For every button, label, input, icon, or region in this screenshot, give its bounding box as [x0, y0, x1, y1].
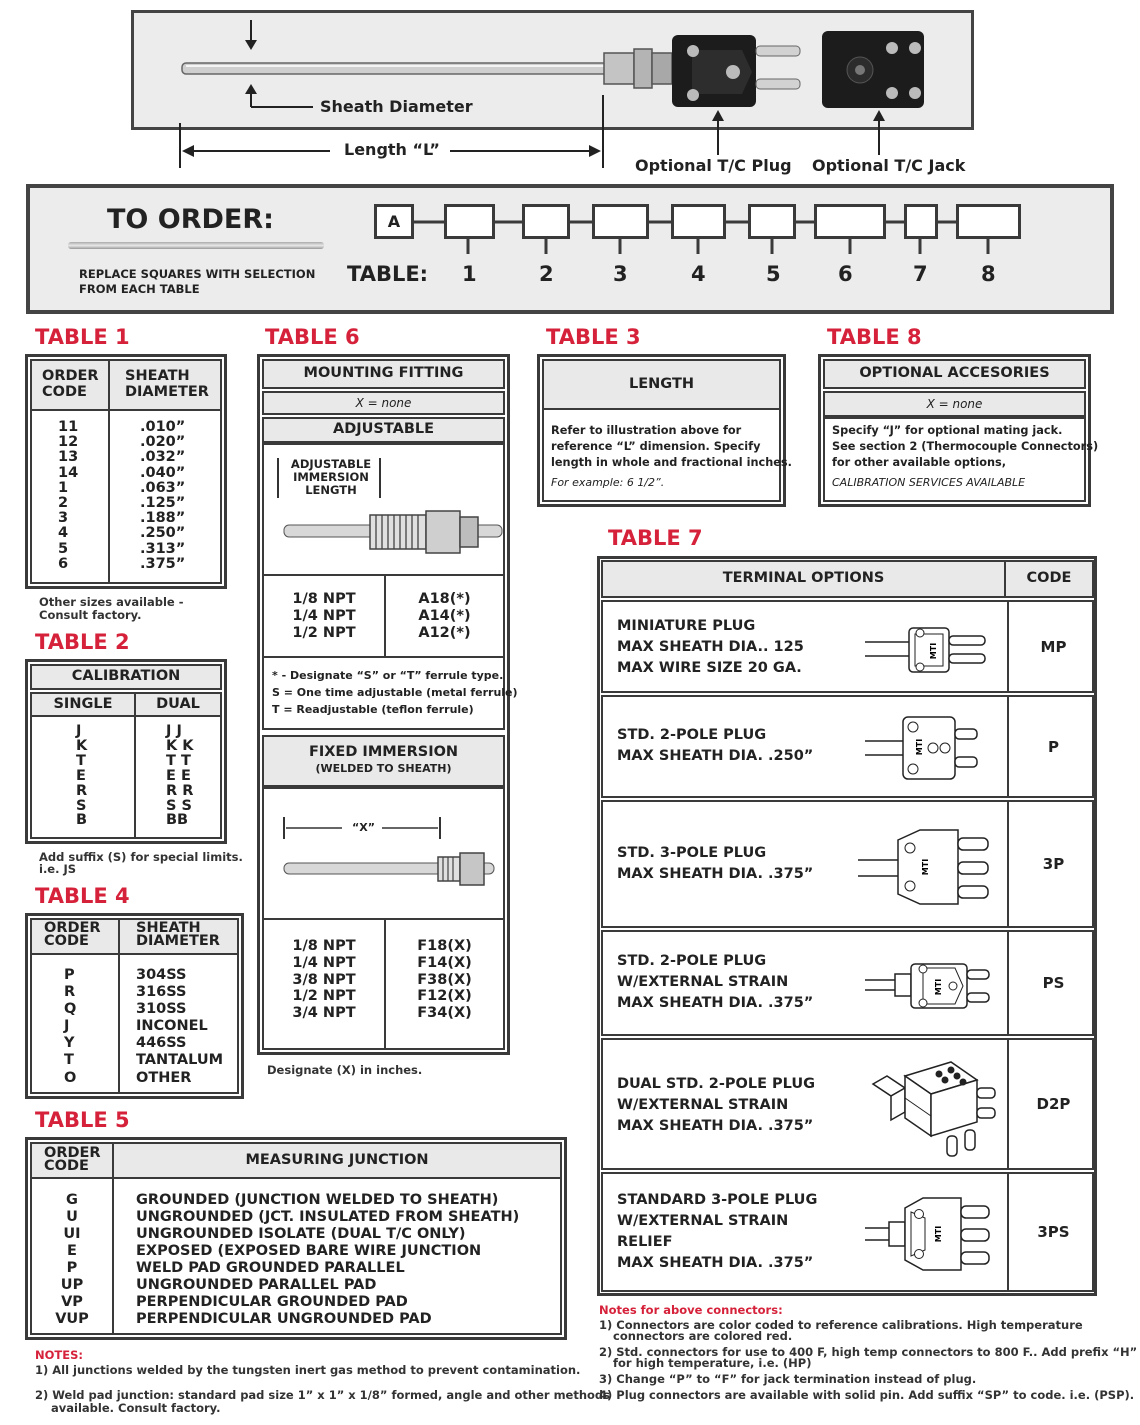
- fixed-fitting-icon: [262, 787, 505, 920]
- table7-row-mp-code: MP: [1007, 602, 1098, 691]
- table7-title: TABLE 7: [608, 526, 703, 550]
- length-label: Length “L”: [344, 140, 440, 159]
- table-number-1: 1: [462, 262, 477, 286]
- table7-3p-logo: MTI: [921, 858, 930, 876]
- table3-text: Refer to illustration above for reference “L” dimension. Specify length in whole and fractional inches.: [551, 424, 792, 469]
- table6-none: X = none: [262, 391, 505, 415]
- dual-2-pole-plug-icon: [865, 1054, 1000, 1160]
- order-connector-lines: [0, 0, 1140, 320]
- table-label: TABLE:: [347, 262, 429, 286]
- table1-header-code-text: ORDER CODE: [42, 368, 99, 400]
- table6-adj-codes: A18(*) A14(*) A12(*): [418, 591, 471, 641]
- table7-row-mp-desc: MINIATURE PLUG MAX SHEATH DIA.. 125 MAX WIRE SIZE 20 GA.: [617, 618, 804, 676]
- table5-codes: G U UI E P UP VP VUP: [55, 1192, 89, 1327]
- table6-header: MOUNTING FITTING: [262, 359, 505, 389]
- table-number-4: 4: [691, 262, 706, 286]
- order-instruction-1: REPLACE SQUARES WITH SELECTION: [79, 267, 316, 281]
- table6-note: Designate (X) in inches.: [267, 1063, 423, 1077]
- table5-title: TABLE 5: [35, 1108, 130, 1132]
- order-prefix-box: A: [374, 204, 414, 239]
- sheath-diameter-label: Sheath Diameter: [320, 97, 473, 116]
- table1-title: TABLE 1: [35, 325, 130, 349]
- table-number-7: 7: [913, 262, 928, 286]
- table4-title: TABLE 4: [35, 884, 130, 908]
- table5-header-code-text: ORDER CODE: [44, 1145, 101, 1174]
- table4-header-code-text: ORDER CODE: [44, 920, 101, 949]
- table7-ps-logo: MTI: [934, 978, 943, 996]
- table7-row-3p-code: 3P: [1007, 802, 1098, 926]
- table2-title: TABLE 2: [35, 630, 130, 654]
- table4-codes: P R Q J Y T O: [64, 967, 77, 1086]
- table7-row-ps-code: PS: [1007, 932, 1098, 1034]
- order-box-1[interactable]: [444, 204, 495, 239]
- table7-row-3ps: [601, 1172, 1094, 1292]
- std-3-pole-plug-icon: [858, 824, 993, 909]
- table8-none: X = none: [823, 391, 1086, 417]
- order-box-7[interactable]: [904, 204, 938, 239]
- std-2-pole-strain-plug-icon: [865, 950, 995, 1020]
- table7-row-p-desc: STD. 2-POLE PLUG MAX SHEATH DIA. .250”: [617, 727, 814, 764]
- table6-fixed-npt: 1/8 NPT 1/4 NPT 3/8 NPT 1/2 NPT 3/4 NPT: [292, 938, 356, 1022]
- table7-3ps-logo: MTI: [934, 1225, 943, 1243]
- table8-calibration: CALIBRATION SERVICES AVAILABLE: [832, 476, 1026, 489]
- table7-row-mp: [601, 600, 1094, 693]
- order-box-8[interactable]: [956, 204, 1021, 239]
- table7-row-d2p-desc: DUAL STD. 2-POLE PLUG W/EXTERNAL STRAIN MAX SHEATH DIA. .375”: [617, 1076, 816, 1134]
- table6-adjustable-header: ADJUSTABLE: [262, 417, 505, 443]
- table-number-6: 6: [838, 262, 853, 286]
- table5-note-1: 1) All junctions welded by the tungsten inert gas method to prevent contamination.: [35, 1363, 581, 1377]
- order-box-6[interactable]: [814, 204, 886, 239]
- table5-note-2: 2) Weld pad junction: standard pad size 1” x 1” x 1/8” formed, angle and other methods available. Consult factory.: [35, 1388, 611, 1415]
- table1-codes: 11 12 13 14 1 2 3 4 5 6: [58, 419, 79, 572]
- table1-header-diameter-text: SHEATH DIAMETER: [125, 368, 209, 400]
- table2-single-values: J K T E R S B: [76, 723, 88, 829]
- table7-row-3ps-code: 3PS: [1007, 1174, 1098, 1290]
- table3-title: TABLE 3: [546, 325, 641, 349]
- table3-example: For example: 6 1/2”.: [551, 476, 665, 489]
- order-box-2[interactable]: [522, 204, 570, 239]
- table7-header-code: CODE: [1004, 560, 1094, 598]
- table6-title: TABLE 6: [265, 325, 360, 349]
- table5-notes-title: NOTES:: [35, 1348, 83, 1362]
- table8-text: Specify “J” for optional mating jack. See section 2 (Thermocouple Connectors) for other available options,: [832, 424, 1099, 469]
- table7-row-3p: [601, 800, 1094, 928]
- jack-label: Optional T/C Jack: [812, 156, 966, 175]
- table8-title: TABLE 8: [827, 325, 922, 349]
- table2-header: CALIBRATION: [30, 664, 222, 690]
- table6-adj-label: ADJUSTABLE IMMERSION LENGTH: [290, 457, 372, 497]
- table7-row-ps: [601, 930, 1094, 1036]
- adjustable-fitting-icon: [262, 443, 505, 576]
- table-number-8: 8: [981, 262, 996, 286]
- table7-row-p: [601, 695, 1094, 798]
- table6-fixed-header: [262, 735, 505, 787]
- table7-row-p-code: P: [1007, 697, 1098, 796]
- table7-mp-logo: MTI: [929, 642, 938, 660]
- table7-row-d2p: [601, 1038, 1094, 1170]
- table7-row-d2p-code: D2P: [1007, 1040, 1098, 1168]
- table7-row-3ps-desc: STANDARD 3-POLE PLUG W/EXTERNAL STRAIN RELIEF MAX SHEATH DIA. .375”: [617, 1192, 818, 1271]
- table2-header-single: SINGLE: [30, 692, 136, 717]
- table7-row-ps-desc: STD. 2-POLE PLUG W/EXTERNAL STRAIN MAX SHEATH DIA. .375”: [617, 953, 814, 1011]
- table7-header-terminal: TERMINAL OPTIONS: [601, 560, 1006, 598]
- table6-fixed-codes: F18(X) F14(X) F38(X) F12(X) F34(X): [417, 938, 472, 1022]
- miniature-plug-icon: [865, 616, 995, 681]
- table6-adj-npt: 1/8 NPT 1/4 NPT 1/2 NPT: [292, 591, 356, 641]
- plug-label: Optional T/C Plug: [635, 156, 792, 175]
- table2-header-dual: DUAL: [134, 692, 222, 717]
- order-box-5[interactable]: [748, 204, 796, 239]
- table5-values: GROUNDED (JUNCTION WELDED TO SHEATH) UNGROUNDED (JCT. INSULATED FROM SHEATH) UNGROUNDED ISOLATE (DUAL T/C ONLY) EXPOSED (EXPOSED BARE WIRE JUNCTION WELD PAD GROUNDED PARALLEL UNGROUNDED PARALLEL PAD PERPENDICULAR GROUNDED PAD PERPENDICULAR UNGROUNDED PAD: [136, 1192, 520, 1327]
- table6-fixed-sub: (WELDED TO SHEATH): [315, 762, 452, 775]
- table-number-2: 2: [539, 262, 554, 286]
- table-number-5: 5: [766, 262, 781, 286]
- table6-fixed-title: FIXED IMMERSION: [308, 744, 459, 760]
- table-number-3: 3: [613, 262, 628, 286]
- table7-notes: 1) Connectors are color coded to reference calibrations. High temperature connectors are colored red. 2) Std. connectors for use to 400 F, high temp connectors to 800 F.. Add prefix “H” for high temperature, i.e. (HP) 3) Change “P” to “F” for jack termination instead of plug. 4) Plug connectors are available with solid pin. Add suffix “SP” to code. i.e. (PSP).: [599, 1318, 1138, 1402]
- table2-note: Add suffix (S) for special limits. i.e. JS: [39, 850, 243, 876]
- order-box-3[interactable]: [592, 204, 649, 239]
- table4-header-diameter-text: SHEATH DIAMETER: [136, 920, 220, 949]
- order-instruction-2: FROM EACH TABLE: [79, 282, 200, 296]
- table3-header: LENGTH: [542, 359, 781, 410]
- std-2-pole-plug-icon: [865, 711, 995, 786]
- table1-values: .010” .020” .032” .040” .063” .125” .188” .250” .313” .375”: [140, 419, 186, 572]
- table7-p-logo: MTI: [915, 738, 924, 756]
- table5-header-junction: MEASURING JUNCTION: [112, 1142, 562, 1179]
- order-title: TO ORDER:: [107, 204, 274, 235]
- table7-notes-title: Notes for above connectors:: [599, 1303, 783, 1317]
- table2-dual-values: J J K K T T E E R R S S BB: [166, 723, 194, 829]
- table6-adj-notes: * - Designate “S” or “T” ferrule type. S = One time adjustable (metal ferrule) T = Readjustable (teflon ferrule): [272, 669, 518, 716]
- table4-values: 304SS 316SS 310SS INCONEL 446SS TANTALUM OTHER: [136, 967, 224, 1086]
- table7-row-3p-desc: STD. 3-POLE PLUG MAX SHEATH DIA. .375”: [617, 845, 814, 882]
- std-3-pole-strain-plug-icon: [865, 1192, 995, 1277]
- table8-header: OPTIONAL ACCESORIES: [823, 359, 1086, 389]
- table6-x-label: “X”: [352, 821, 375, 834]
- table1-note: Other sizes available - Consult factory.: [39, 595, 184, 622]
- order-box-4[interactable]: [671, 204, 726, 239]
